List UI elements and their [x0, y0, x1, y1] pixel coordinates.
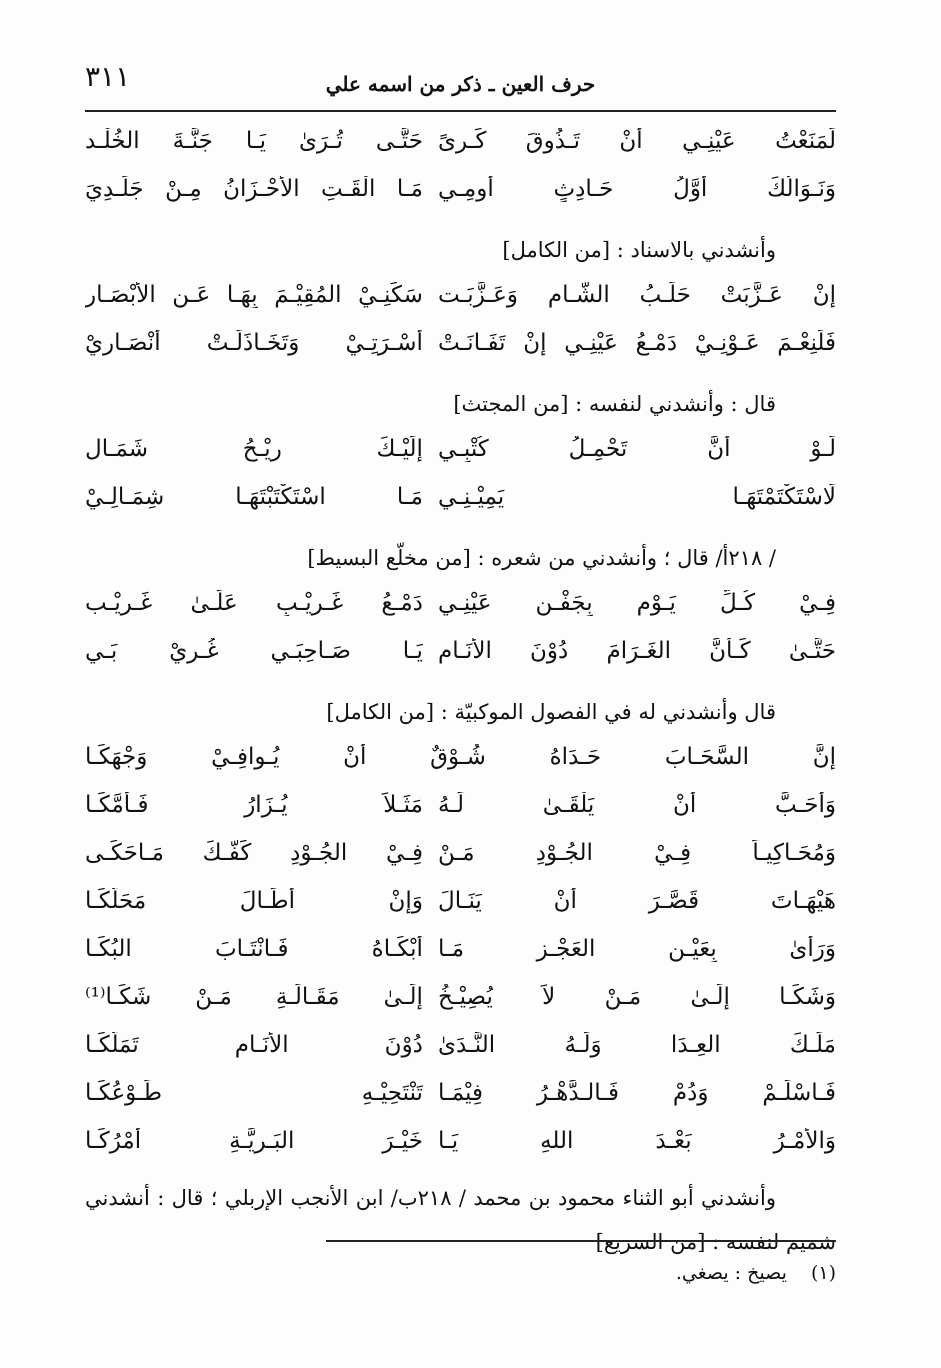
poem-introduction: وأنشدني بالاسناد : [من الكامل]	[502, 238, 776, 262]
second-hemistich: مَثَـلاً يُـزَارُ فَـأَمَّكَـا	[85, 792, 423, 818]
second-hemistich: يَـا صَـاحِبَـي غُـرِيْ بَـيِ	[85, 638, 423, 664]
first-hemistich: لَاسْتَكْتَمْتَهَـا يَمِيْـنِـي	[437, 484, 836, 510]
verse-line	[85, 324, 836, 372]
first-hemistich: وَشَكَـا إِلَـىٰ مَـنْ لاَ يُصِيْـخُ	[437, 984, 836, 1010]
first-hemistich: فِـيْ كُـلِّ يَـوْمٍ بِجَفْـنِ عَيْنِـي	[437, 590, 836, 616]
second-hemistich: وَإِنْ أَطَـالَ مَحَلَّكَـا	[85, 888, 423, 914]
poem-introduction: / ٢١٨أ/ قال ؛ وأنشدني من شعره : [من مخلّع البسيط]	[307, 546, 776, 570]
first-hemistich: وَأَحَـبَّ أَنْ يَلْقَـىٰ لَـهُ	[437, 792, 836, 818]
first-hemistich: هَيْهَـاتَ قَصَّـرَ أَنْ يَنَـالَ	[437, 888, 836, 914]
verse-line	[85, 834, 836, 882]
footnote-divider	[326, 1240, 836, 1242]
footnote-number: (١)	[810, 1262, 836, 1284]
second-hemistich: حَتَّـى تُـرَىٰ يَـا جَنَّـةَ الخُلْـد	[85, 128, 423, 154]
verse-line	[85, 978, 836, 1026]
second-hemistich: أُسْـرَتِـيْ وَتَخَـاذَلَـتْ أَنْصَـارِيْ	[85, 330, 423, 356]
verse-line	[85, 1026, 836, 1074]
page-body	[85, 122, 836, 1264]
verse-line	[85, 584, 836, 632]
second-hemistich: تَنْتَحِيْـهِ طَـوْعُكَـا	[85, 1080, 423, 1106]
second-hemistich: فِـيْ الجُـوْدِ كَفُّـكَ مَـاحَكَـى	[85, 840, 423, 866]
second-hemistich: مَـا الْقَـتِ الأَحْـزَانُ مِـنْ جَلَـدِيَ	[85, 176, 423, 202]
first-hemistich: وَالأَمْـرُ بَعْـدَ اللهِ يَـا	[437, 1128, 836, 1154]
second-hemistich: إِلَـىٰ مَقَـالَـةِ مَـنْ شَكَـا⁽¹⁾	[85, 984, 423, 1010]
first-hemistich: إِنْ عَـزَّبَتْ حَلَـبُ الشَّـامِ وَعَـزَّبَـت	[437, 282, 836, 308]
verse-line	[85, 122, 836, 170]
first-hemistich: إِنَّ السَّحَـابَ حَـدَاهُ شُـوْقٌ أَنْ يُـوافِـيْ وَجْهَكَـا	[85, 744, 836, 770]
first-hemistich: مَلَـكَ العِـدَا وَلَـهُ النَّـدَىٰ	[437, 1032, 836, 1058]
verse-line	[85, 930, 836, 978]
second-hemistich: سَكَنِـيْ المُقِيْـمَ بِهَـا عَـنِ الأَبْصَـار	[85, 282, 423, 308]
verse-line	[85, 786, 836, 834]
footnote	[85, 1262, 836, 1284]
second-hemistich: دُوْنَ الأَنَـامِ تَمَلُّكَـا	[85, 1032, 423, 1058]
first-hemistich: فَلَنِعْـمَ عَـوْنِـيْ دَمْـعُ عَيْنِـي إِنْ تَفَـانَـتْ	[437, 330, 836, 356]
second-hemistich: دَمْـعُ غَـرِيْـبٍ عَلَـىٰ غَـرِيْـب	[85, 590, 423, 616]
second-hemistich: خَيْـرَ البَـرِيَّـةِ أَمْرُكَـا	[85, 1128, 423, 1154]
poem-introduction: قال : وأنشدني لنفسه : [من المجتث]	[453, 392, 776, 416]
first-hemistich: وَمُحَـاكِيـاً فِـيْ الجُـوْدِ مَـنْ	[437, 840, 836, 866]
verse-line	[85, 1122, 836, 1170]
poem-introduction: قال وأنشدني له في الفصول الموكبيّة : [من الكامل]	[326, 700, 776, 724]
first-hemistich: حَتَّـىٰ كَـأَنَّ الغَـرَامَ دُوْنَ الأَنَـامِ	[437, 638, 836, 664]
footnote-text: يصيخ : يصغي.	[675, 1262, 787, 1284]
prose-paragraph: وأنشدني أبو الثناء محمود بن محمد / ٢١٨ب/ ابن الأنجب الإربلي ؛ قال : أنشدني شميم لنفسه : [من السريع]	[85, 1186, 836, 1254]
second-hemistich: أَبْكَـاهُ فَـانْتَـابَ البُكَـا	[85, 936, 423, 962]
verse-line	[85, 170, 836, 218]
second-hemistich: مَـا اسْتَكْتَبْتَهَـا شِمَـالِـيْ	[85, 484, 423, 510]
verse-line	[85, 478, 836, 526]
verse-line	[85, 738, 836, 786]
first-hemistich: لَمَنَعْتُ عَيْنِـي أَنْ تَـذُوقَ كَـرىً	[437, 128, 836, 154]
first-hemistich: وَنَـوَالُكَ أَوَّلُ حَـادِثٍ أُومِـي	[437, 176, 836, 202]
page-header	[85, 58, 836, 112]
page-number: ٣١١	[85, 60, 131, 93]
verse-line	[85, 882, 836, 930]
second-hemistich: إِلَيْـكَ رِيْـحُ شَمَـال	[85, 436, 423, 462]
running-head: حرف العين ـ ذكر من اسمه علي	[325, 72, 596, 96]
verse-line	[85, 632, 836, 680]
first-hemistich: لَـوْ أَنَّ تَحْمِـلُ كُتْبِـي	[437, 436, 836, 462]
first-hemistich: وَرَأَىٰ بِعَيْـنِ العَجْـزِ مَـا	[437, 936, 836, 962]
verse-line	[85, 276, 836, 324]
verse-line	[85, 1074, 836, 1122]
verse-line	[85, 430, 836, 478]
first-hemistich: فَـاسْلَـمْ وَدُمْ فَـالـدَّهْـرُ فِيْمَـا	[437, 1080, 836, 1106]
